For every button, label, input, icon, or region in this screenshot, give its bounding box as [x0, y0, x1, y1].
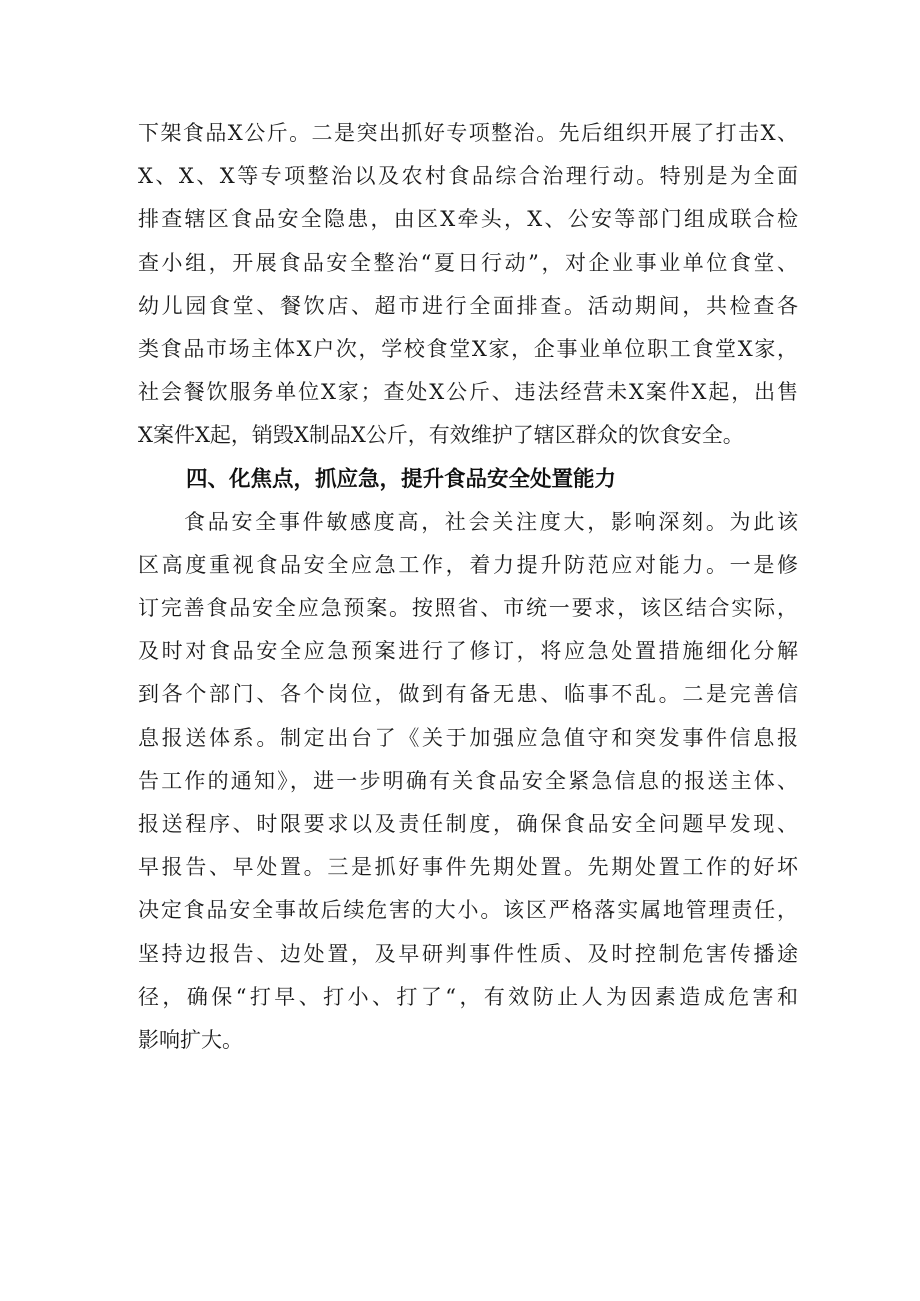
paragraph-line: 区高度重视食品安全应急工作，着力提升防范应对能力。一是修	[138, 552, 798, 577]
document-body	[138, 112, 798, 1062]
paragraph-line: 影响扩大。	[138, 1027, 243, 1052]
paragraph-line: 类食品市场主体X户次，学校食堂X家，企事业单位职工食堂X家，	[138, 336, 798, 361]
paragraph-line: 息报送体系。制定出台了《关于加强应急值守和突发事件信息报	[138, 725, 798, 750]
paragraph-line: 及时对食品安全应急预案进行了修订，将应急处置措施细化分解	[138, 639, 798, 664]
paragraph-line: X、X、X等专项整治以及农村食品综合治理行动。特别是为全面	[138, 164, 798, 189]
paragraph-line: 社会餐饮服务单位X家；查处X公斤、违法经营未X案件X起，出售	[138, 380, 798, 405]
paragraph-line: 早报告、早处置。三是抓好事件先期处置。先期处置工作的好坏	[138, 855, 798, 880]
paragraph-line: 告工作的通知》，进一步明确有关食品安全紧急信息的报送主体、	[138, 768, 798, 793]
paragraph-line: 报送程序、时限要求以及责任制度，确保食品安全问题早发现、	[138, 812, 798, 836]
paragraph-line: 径，确保“打早、打小、打了“，有效防止人为因素造成危害和	[138, 984, 798, 1009]
paragraph-line: 坚持边报告、边处置，及早研判事件性质、及时控制危害传播途	[138, 941, 798, 966]
paragraph-line: 下架食品X公斤。二是突出抓好专项整治。先后组织开展了打击X、	[138, 121, 798, 145]
paragraph-line: 食品安全事件敏感度高，社会关注度大，影响深刻。为此该	[184, 509, 798, 534]
paragraph-line: 决定食品安全事故后续危害的大小。该区严格落实属地管理责任，	[138, 898, 798, 923]
paragraph-line: 订完善食品安全应急预案。按照省、市统一要求，该区结合实际，	[138, 596, 798, 621]
section-heading: 四、化焦点，抓应急，提升食品安全处置能力	[186, 466, 617, 492]
paragraph-line: 到各个部门、各个岗位，做到有备无患、临事不乱。二是完善信	[138, 682, 798, 707]
paragraph-line: 幼儿园食堂、餐饮店、超市进行全面排查。活动期间，共检查各	[138, 293, 798, 318]
paragraph-line: 查小组，开展食品安全整治“夏日行动”，对企业事业单位食堂、	[138, 250, 798, 275]
paragraph-line: X案件X起，销毁X制品X公斤，有效维护了辖区群众的饮食安全。	[138, 423, 744, 448]
paragraph-line: 排查辖区食品安全隐患，由区X牵头，X、公安等部门组成联合检	[138, 207, 798, 232]
